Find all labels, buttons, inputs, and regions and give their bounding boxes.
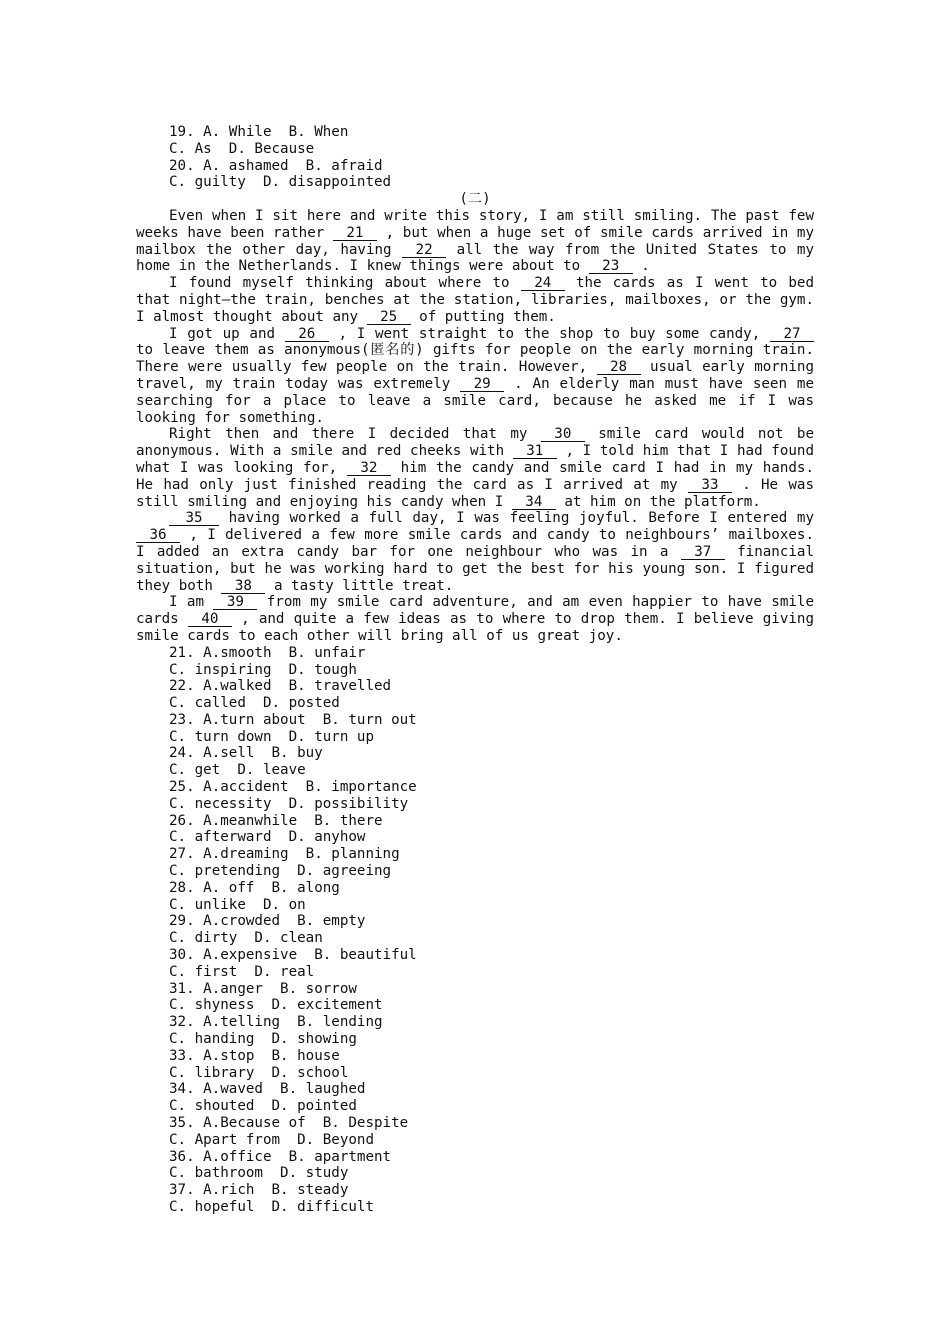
- answer-options: [136, 645, 814, 1216]
- passage-text: at him on the platform.: [555, 493, 761, 510]
- passage-text: Even when I sit here and write this story, I am still smiling. The past few weeks have been rather: [136, 207, 814, 241]
- passage-text: I got up and: [169, 325, 285, 342]
- option-line: 33. A.stop B. house: [169, 1047, 340, 1064]
- passage-text: . An elderly man must have seen me searching for a place to leave a smile card, because he asked me if I was looking for something.: [136, 375, 814, 426]
- option-line: 23. A.turn about B. turn out: [169, 711, 417, 728]
- cloze-blank: 24: [521, 276, 565, 291]
- option-line: C. called D. posted: [169, 695, 340, 712]
- passage-paragraph: [136, 426, 814, 510]
- exam-page: [136, 124, 814, 1216]
- option-line: 34. A.waved B. laughed: [169, 1081, 366, 1098]
- cloze-blank: 38: [221, 579, 265, 594]
- passage-text: .: [632, 258, 650, 275]
- option-line: C. unlike D. on: [169, 896, 306, 913]
- cloze-blank: 25: [367, 310, 411, 325]
- cloze-blank: 40: [188, 612, 232, 627]
- cloze-blank: 37: [681, 545, 725, 560]
- option-line: C. handing D. showing: [169, 1031, 357, 1048]
- option-line: 37. A.rich B. steady: [169, 1182, 349, 1199]
- passage-text: Right then and there I decided that my: [169, 426, 541, 443]
- passage-paragraph: [136, 275, 814, 325]
- passage-text: I found myself thinking about where to: [169, 275, 521, 292]
- option-line: C. shyness D. excitement: [169, 997, 383, 1014]
- passage-text: of putting them.: [410, 308, 556, 325]
- option-line: C. hopeful D. difficult: [169, 1199, 374, 1215]
- passage-text: the cards as I went to bed that night—the train, benches at the station, libraries, mailboxes, or the gym. I almost thought about any: [136, 275, 814, 325]
- passage-paragraph: [136, 326, 814, 427]
- option-line: C. bathroom D. study: [169, 1165, 349, 1182]
- passage-text: all the way from the United States to my home in the Netherlands. I knew things were about to: [136, 241, 814, 275]
- cloze-passage: [136, 208, 814, 645]
- option-line: C. afterward D. anyhow: [169, 829, 366, 846]
- option-line: C. get D. leave: [169, 762, 306, 779]
- option-line: C. pretending D. agreeing: [169, 863, 392, 880]
- option-line: 22. A.walked B. travelled: [169, 678, 392, 695]
- cloze-blank: 39: [213, 595, 257, 610]
- option-line: C. turn down D. turn up: [169, 728, 374, 745]
- option-line: 31. A.anger B. sorrow: [169, 980, 357, 997]
- cloze-blank: 29: [460, 377, 504, 392]
- passage-text: . He was still smiling and enjoying his candy when I: [136, 476, 814, 510]
- option-line: 30. A.expensive B. beautiful: [169, 947, 417, 964]
- option-line: 28. A. off B. along: [169, 879, 340, 896]
- cloze-blank: 30: [541, 427, 585, 442]
- passage-paragraph: [136, 594, 814, 644]
- option-line: C. guilty D. disappointed: [169, 174, 392, 191]
- cloze-blank: 36: [136, 528, 180, 543]
- passage-text: , and quite a few ideas as to where to drop them. I believe giving smile cards to each other will bring all of us great joy.: [136, 611, 814, 644]
- option-line: 29. A.crowded B. empty: [169, 913, 366, 930]
- option-line: C. first D. real: [169, 963, 315, 980]
- option-line: 26. A.meanwhile B. there: [169, 812, 383, 829]
- option-line: C. inspiring D. tough: [169, 661, 357, 678]
- passage-text: , but when a huge set of smile cards arrived in my mailbox the other day, having: [136, 224, 814, 258]
- passage-text: a tasty little treat.: [265, 577, 454, 594]
- cloze-blank: 32: [347, 461, 391, 476]
- passage-paragraph: [136, 510, 814, 594]
- option-line: C. necessity D. possibility: [169, 795, 409, 812]
- option-line: C. library D. school: [169, 1064, 349, 1081]
- cloze-blank: 35: [169, 511, 219, 526]
- cloze-blank: 21: [333, 226, 377, 241]
- cloze-blank: 31: [513, 444, 557, 459]
- previous-question-options: [136, 124, 814, 191]
- cloze-blank: 34: [512, 495, 556, 510]
- passage-text: smile card would not be anonymous. With a smile and red cheeks with: [136, 426, 815, 460]
- section-title: (二): [459, 191, 491, 208]
- option-line: C. shouted D. pointed: [169, 1098, 357, 1115]
- passage-text: from my smile card adventure, and am even happier to have smile cards: [136, 594, 814, 628]
- passage-text: having worked a full day, I was feeling joyful. Before I entered my: [219, 510, 814, 527]
- passage-text: I am: [169, 594, 214, 611]
- option-line: 27. A.dreaming B. planning: [169, 846, 400, 863]
- option-line: 24. A.sell B. buy: [169, 745, 323, 762]
- passage-text: usual early morning travel, my train today was extremely: [136, 359, 814, 392]
- passage-text: financial situation, but he was working hard to get the best for his young son. I figured they both: [136, 543, 814, 594]
- option-line: 20. A. ashamed B. afraid: [169, 157, 383, 174]
- cloze-blank: 28: [597, 360, 641, 375]
- passage-text: , I delivered a few more smile cards and candy to neighbours’ mailboxes. I added an extra candy bar for one neighbour who was in a: [136, 527, 814, 560]
- option-line: C. As D. Because: [169, 140, 315, 157]
- cloze-blank: 27: [770, 327, 814, 342]
- cloze-blank: 22: [402, 243, 446, 258]
- passage-text: him the candy and smile card I had in my hands. He had only just finished reading the card as I arrived at my: [136, 459, 814, 493]
- option-line: 21. A.smooth B. unfair: [169, 644, 366, 661]
- passage-text: , I told him that I had found what I was looking for,: [136, 443, 814, 476]
- cloze-blank: 26: [285, 327, 329, 342]
- option-line: 35. A.Because of B. Despite: [169, 1115, 409, 1132]
- cloze-blank: 23: [589, 259, 633, 274]
- option-line: C. Apart from D. Beyond: [169, 1131, 374, 1148]
- passage-paragraph: [136, 208, 814, 275]
- cloze-blank: 33: [688, 478, 732, 493]
- option-line: 19. A. While B. When: [169, 124, 349, 140]
- option-line: 32. A.telling B. lending: [169, 1014, 383, 1031]
- passage-text: , I went straight to the shop to buy some candy,: [328, 325, 770, 342]
- option-line: C. dirty D. clean: [169, 930, 323, 947]
- option-line: 25. A.accident B. importance: [169, 779, 417, 796]
- option-line: 36. A.office B. apartment: [169, 1148, 392, 1165]
- passage-text: to leave them as anonymous(匿名的) gifts for people on the early morning train. There were usually few people on the train. However,: [136, 342, 814, 376]
